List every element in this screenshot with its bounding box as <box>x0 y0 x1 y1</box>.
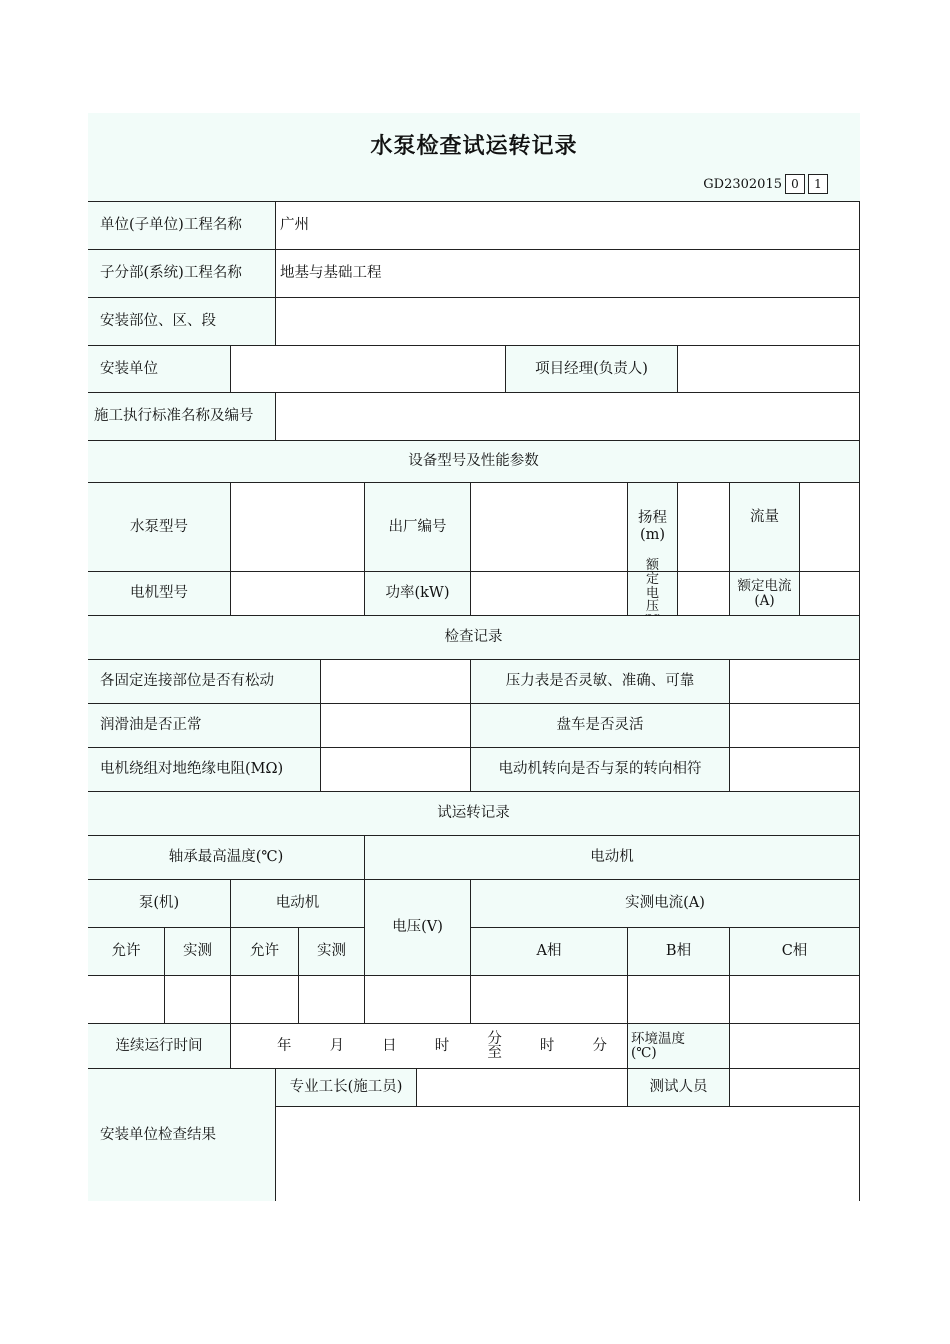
phase-c-field[interactable] <box>730 976 860 1024</box>
install-location-field[interactable] <box>276 298 860 346</box>
pump-measured-header: 实测 <box>165 928 231 976</box>
pump-model-field[interactable] <box>231 483 365 572</box>
head-label: 扬程 (m) <box>628 483 678 572</box>
ambient-temp-field[interactable] <box>730 1024 860 1069</box>
subdivision-label: 子分部(系统)工程名称 <box>88 250 276 298</box>
project-name-field[interactable]: 广州 <box>276 202 860 250</box>
ambient-temp-label: 环境温度 (℃) <box>628 1024 730 1069</box>
subdivision-field[interactable]: 地基与基础工程 <box>276 250 860 298</box>
rated-voltage-field[interactable] <box>678 572 730 616</box>
header-band <box>88 113 860 201</box>
rotation-label: 盘车是否灵活 <box>471 704 730 748</box>
phase-b-field[interactable] <box>628 976 730 1024</box>
form-sheet <box>88 113 860 1201</box>
installer-field[interactable] <box>231 346 506 393</box>
pump-model-label: 水泵型号 <box>88 483 231 572</box>
motor-allow-field[interactable] <box>231 976 299 1024</box>
runtime-year: 年 <box>277 1037 292 1054</box>
runtime-day: 日 <box>382 1037 397 1054</box>
serial-number-label: 出厂编号 <box>365 483 471 572</box>
head-field[interactable] <box>678 483 730 572</box>
phase-a-header: A相 <box>471 928 628 976</box>
rated-voltage-label: 定电压 <box>628 572 678 616</box>
runtime-hour-2: 时 <box>539 1037 555 1054</box>
motor-allow-header: 允许 <box>231 928 299 976</box>
direction-field[interactable] <box>730 748 860 792</box>
installer-result-field[interactable] <box>276 1107 860 1201</box>
project-name-label: 单位(子单位)工程名称 <box>88 202 276 250</box>
pump-measured-field[interactable] <box>165 976 231 1024</box>
fasteners-label: 各固定连接部位是否有松动 <box>88 660 321 704</box>
project-manager-label: 项目经理(负责人) <box>506 346 678 393</box>
lubricant-field[interactable] <box>321 704 471 748</box>
motor-sub-header: 电动机 <box>231 880 365 928</box>
runtime-minute-to: 分 至 <box>487 1030 502 1061</box>
insulation-label: 电机绕组对地绝缘电阻(MΩ) <box>88 748 321 792</box>
standard-field[interactable] <box>276 393 860 441</box>
runtime-month: 月 <box>329 1037 345 1054</box>
flow-field[interactable] <box>800 483 860 572</box>
rated-current-label: 额定电流 (A) <box>730 572 800 616</box>
power-field[interactable] <box>471 572 628 616</box>
bearing-temp-label: 轴承最高温度(℃) <box>88 836 365 880</box>
motor-model-field[interactable] <box>231 572 365 616</box>
runtime-field[interactable] <box>231 1024 628 1069</box>
pump-header: 泵(机) <box>88 880 231 928</box>
fasteners-field[interactable] <box>321 660 471 704</box>
current-header: 实测电流(A) <box>471 880 860 928</box>
serial-number-field[interactable] <box>471 483 628 572</box>
phase-b-header: B相 <box>628 928 730 976</box>
installer-result-label: 安装单位检查结果 <box>88 1069 276 1201</box>
motor-measured-field[interactable] <box>299 976 365 1024</box>
tester-field[interactable] <box>730 1069 860 1107</box>
install-location-label: 安装部位、区、段 <box>88 298 276 346</box>
form-code-box-1[interactable]: 0 <box>785 174 805 194</box>
installer-label: 安装单位 <box>88 346 231 393</box>
standard-label: 施工执行标准名称及编号 <box>88 393 276 441</box>
form-code-prefix: GD2302015 <box>703 176 782 192</box>
foreman-label: 专业工长(施工员) <box>276 1069 417 1107</box>
pressure-gauge-label: 压力表是否灵敏、准确、可靠 <box>471 660 730 704</box>
equipment-section-header: 设备型号及性能参数 <box>88 441 860 483</box>
rated-current-field[interactable] <box>800 572 860 616</box>
project-manager-field[interactable] <box>678 346 860 393</box>
insulation-field[interactable] <box>321 748 471 792</box>
phase-a-field[interactable] <box>471 976 628 1024</box>
direction-label: 电动机转向是否与泵的转向相符 <box>471 748 730 792</box>
pressure-gauge-field[interactable] <box>730 660 860 704</box>
power-label: 功率(kW) <box>365 572 471 616</box>
form-code-box-2[interactable]: 1 <box>808 174 828 194</box>
form-title: 水泵检查试运转记录 <box>370 134 578 159</box>
pump-allow-field[interactable] <box>88 976 165 1024</box>
tester-label: 测试人员 <box>628 1069 730 1107</box>
runtime-hour: 时 <box>434 1037 450 1054</box>
runtime-label: 连续运行时间 <box>88 1024 231 1069</box>
voltage-header: 电压(V) <box>365 880 471 976</box>
flow-label: 流量 <box>730 483 800 572</box>
lubricant-label: 润滑油是否正常 <box>88 704 321 748</box>
pump-allow-header: 允许 <box>88 928 165 976</box>
form-code <box>703 174 828 194</box>
phase-c-header: C相 <box>730 928 860 976</box>
trial-section-header: 试运转记录 <box>88 792 860 836</box>
voltage-field[interactable] <box>365 976 471 1024</box>
runtime-minute: 分 <box>592 1037 607 1054</box>
rotation-field[interactable] <box>730 704 860 748</box>
foreman-field[interactable] <box>417 1069 628 1107</box>
motor-model-label: 电机型号 <box>88 572 231 616</box>
motor-measured-header: 实测 <box>299 928 365 976</box>
motor-header: 电动机 <box>365 836 860 880</box>
inspection-section-header: 检查记录 <box>88 616 860 660</box>
